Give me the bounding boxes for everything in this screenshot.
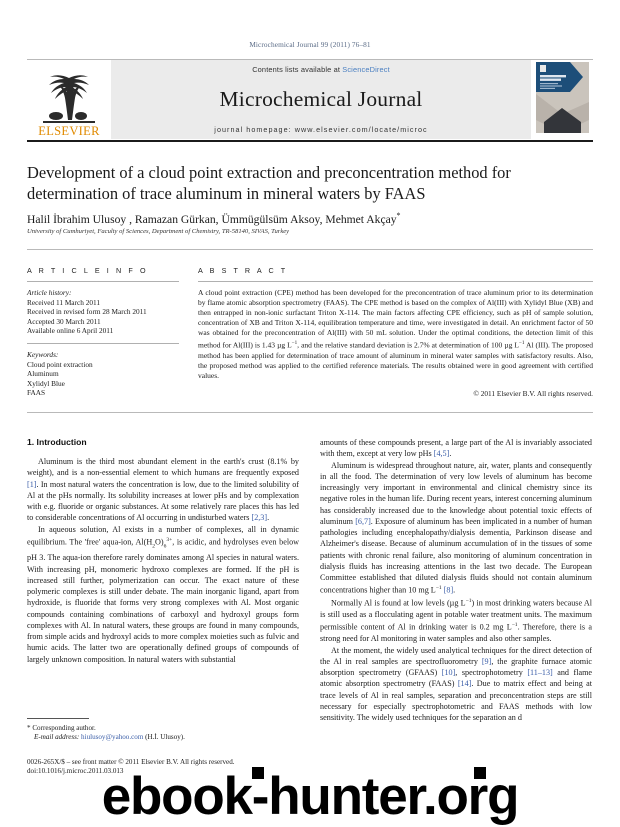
history-item: Accepted 30 March 2011 (27, 316, 101, 326)
footnote-rule (27, 718, 89, 719)
masthead-bottom-rule (27, 140, 593, 142)
elsevier-wordmark: ELSEVIER (38, 123, 100, 138)
history-item: Available online 6 April 2011 (27, 326, 114, 336)
masthead-center (111, 60, 531, 139)
sciencedirect-link[interactable]: ScienceDirect (342, 65, 390, 74)
paragraph: In aqueous solution, Al exists in a number of complexes, all in dynamic equilibrium. The 'free' aqua-ion, $Al(H_2O)_6^{3+}$, is acidic, and hydrolyses even below pH 3. The aqua-ion therefore rarely dominates among Al species in natural waters. With increasing pH, monomeric hydroxo complexes are formed. If the pH is increased still further, polymerization can occur. The exact nature of these polymeric complexes is still under debate. The main inorganic ligand, apart from hydroxide, is fluoride that forms very strong complexes with Al. Most organic compounds containing combinations of carboxyl and hydroxyl groups form complexes with Al. In natural waters, these groups are found in many compounds, from simple acids and hydroxyl acids to more complex moieties such as fulvic and humic acids. The latter two are operationally defined groups of compounds of largely unknown composition. In natural waters with substantial (27, 524, 300, 664)
email-label: E-mail address: (34, 733, 80, 742)
paragraph: At the moment, the widely used analytical techniques for the direct detection of the Al in real samples are spectrofluorometry [9], the graphite furnace atomic absorption spectrometry (GFAAS) [10], spectrophotometry [11–13] and flame atomic absorption spectrometry (FAAS) [14]. Due to matrix effect and being at trace levels of Al in real samples, separation and preconcentration steps are still necessary for especially spectrophotometric and FAAS methods with low sensitivity. The widely used techniques for the separation an d (320, 645, 593, 723)
paragraph: Aluminum is the third most abundant element in the earth's crust (8.1% by weight), and is a non-essential element to which humans are frequently exposed [1]. In most natural waters the concentration is low, due to the limited solubility of Al at the pHs normally. Its solubility increases at lower pHs and by complexation with e.g. fluoride or organic substances. At some relatively rare places this has led to considerable concentrations of Al occurring in undisturbed waters [2,3]. (27, 457, 299, 523)
keywords-label: Keywords: (27, 349, 59, 359)
article-history-label: Article history: (27, 288, 72, 297)
author-names: Halil İbrahim Ulusoy , Ramazan Gürkan, Ümmügülsüm Aksoy, Mehmet Akçay (27, 212, 397, 226)
cover-artwork-icon (536, 62, 589, 133)
paragraph: Normally Al is found at low levels (µg $L^{-1}$) in most drinking waters because Al is still used as a flocculating agent in potable water treatment units. The maximum permissible content of Al in drinking water is 0.2 mg $L^{-1}$. Therefore, there is a strong need for Al monitoring in water samples and also other samples. (320, 598, 592, 644)
corresponding-author-note: * Corresponding author. (27, 724, 96, 732)
elsevier-tree-icon (39, 72, 99, 124)
paragraph: Aluminum is widespread throughout nature, air, water, plants and consequently in all the food. The determination of very low levels of aluminum has become increasingly very important in environmental and clinical chemistry since its negative roles in the human life. During recent years, interest concerning aluminum has considerably increased due to the knowledge about potential toxic effects of aluminum [6,7]. Exposure of aluminum has been implicated in a number of human pathologies including encephalopathy/dialysis dementia, Parkinson disease and Alzheimer's disease. Because of aluminum accumulation of in the tissues of some patients with chronic renal failure, also monitoring of aluminum concentration in dialysis fluids has increasing attentions in the last two decade. The European Committee established that diluted dialysis fluids should not contain aluminum concentrations higher than 10 mg $L^{-1}$ [8]. (320, 460, 592, 595)
running-head: Microchemical Journal 99 (2011) 76–81 (249, 40, 371, 49)
abstract-text: A cloud point extraction (CPE) method has been developed for the preconcentration of trace aluminum prior to its determination by flame atomic absorption spectrometry (FAAS). The CPE method is based on the complex of Al(III) with Xylidyl Blue (XB) and then entrapped in non-ionic surfactant Triton X-114. The main factors affecting CPE efficiency, such as pH of sample solution, concentration of XB and Triton X-114, equilibration temperature and time, were investigated in detail. An enrichment factor of 50 was obtained for the preconcentration of Al(III) with 50 mL solution. Under the optimal conditions, the detection limit of this method for Al(III) is 1.43 µg $L^{-1}$, and the relative standard deviation is 2.7% at determination of 100 µg $L^{-1}$ Al (III). The proposed method has been applied for determination of trace amount of aluminum in mineral water samples with satisfactory results. Also, the proposed method was applied to the certified reference materials. The results obtained were in good agreement with certified values. (198, 288, 593, 381)
abstract-copyright: © 2011 Elsevier B.V. All rights reserved. (473, 389, 593, 399)
email-link[interactable]: hiulusoy@yahoo.com (81, 733, 144, 742)
imprint-doi-line[interactable]: doi:10.1016/j.microc.2011.03.013 (27, 767, 124, 776)
email-note (27, 733, 299, 742)
contents-prefix: Contents lists available at (252, 65, 343, 74)
author-list (27, 211, 587, 226)
abstract-column (198, 266, 593, 398)
page-title: Development of a cloud point extraction and preconcentration method for determination of trace aluminum in mineral waters by FAAS (27, 163, 511, 203)
watermark-text: ebook-hunter.org (101, 767, 519, 826)
affiliation: University of Cumhuriyet, Faculty of Sciences, Department of Chemistry, TR-58140, SIVAS, Turkey (27, 228, 290, 235)
abstract-heading: A B S T R A C T (198, 266, 288, 275)
title-bottom-rule (27, 249, 593, 250)
footnote-block (27, 718, 299, 743)
abstract-bottom-rule (27, 412, 593, 413)
journal-title: Microchemical Journal (219, 87, 423, 111)
abstract-rule-top (198, 281, 593, 282)
email-owner: (H.İ. Ulusoy). (145, 733, 185, 742)
elsevier-logo (27, 60, 111, 139)
contents-list-line (252, 65, 390, 74)
keyword-item: Xylidyl Blue (27, 378, 65, 388)
body-column-right (320, 437, 592, 723)
article-info-column (27, 266, 179, 398)
article-info-heading: A R T I C L E I N F O (27, 266, 149, 275)
article-history (27, 288, 179, 336)
journal-masthead (27, 59, 593, 139)
section-heading-introduction: 1. Introduction (27, 437, 87, 447)
history-item: Received 11 March 2011 (27, 297, 101, 307)
keyword-item: Cloud point extraction (27, 359, 93, 369)
article-info-rule-mid (27, 343, 179, 344)
imprint-issn-line: 0026-265X/$ – see front matter © 2011 Elsevier B.V. All rights reserved. (27, 758, 235, 766)
paragraph: amounts of these compounds present, a large part of the Al is invariably associated with them, except at very low pHs [4,5]. (320, 438, 592, 459)
article-info-rule-top (27, 281, 179, 282)
journal-cover-thumbnail (531, 60, 593, 139)
history-item: Received in revised form 28 March 2011 (27, 307, 147, 317)
cover-image (536, 62, 589, 133)
journal-homepage-link[interactable]: journal homepage: www.elsevier.com/locate/microc (214, 125, 428, 134)
keywords-block (27, 350, 179, 398)
keyword-item: Aluminum (27, 369, 59, 379)
body-column-left (27, 437, 299, 665)
corresponding-author-marker: * (396, 211, 401, 220)
keyword-item: FAAS (27, 388, 46, 398)
